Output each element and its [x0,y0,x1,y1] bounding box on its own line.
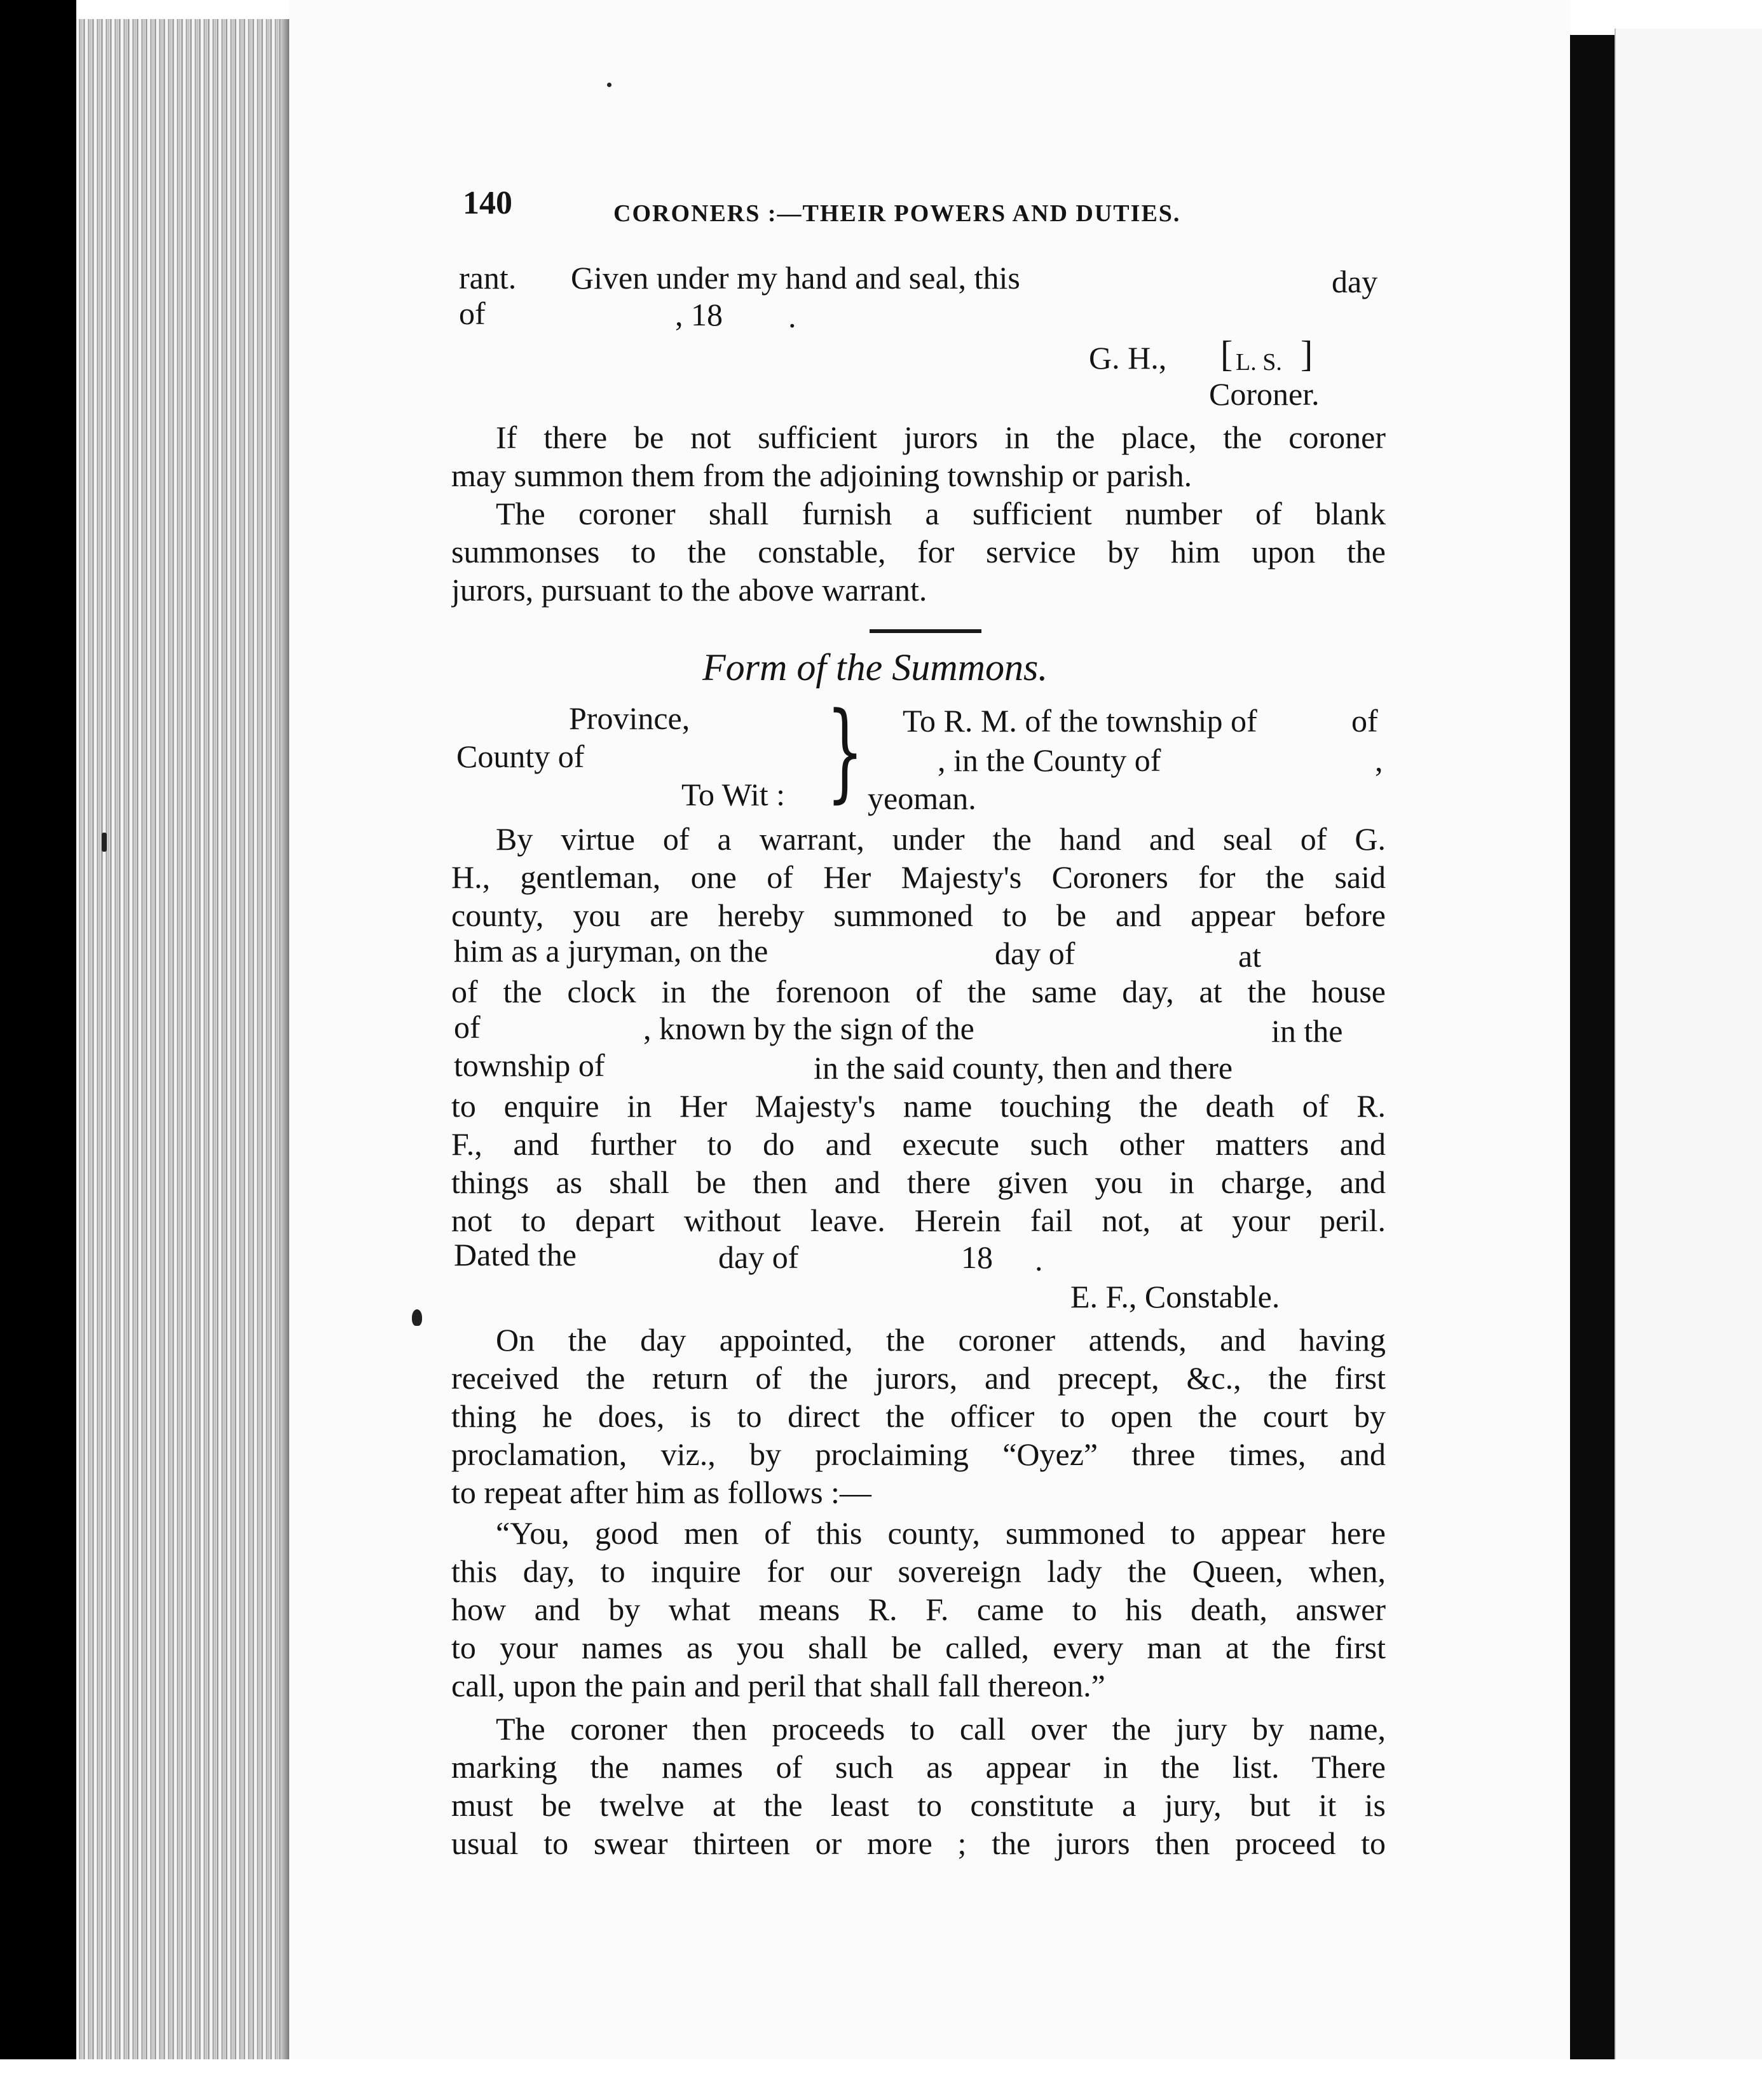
paragraph-line: must be twelve at the least to constitute a jury, but it is [451,1787,1386,1823]
seal-text: L. S. [1236,349,1282,376]
section-rule [870,629,981,633]
summons-line: in the said county, then and there [814,1050,1233,1086]
paragraph-line: to repeat after him as follows :— [451,1475,871,1510]
paragraph-line: The coroner shall furnish a sufficient number of blank [496,496,1386,531]
paragraph-line: usual to swear thirteen or more ; the jurors then proceed to [451,1825,1386,1861]
summons-dated: . [1035,1242,1043,1278]
seal-bracket-open: [ [1220,333,1233,374]
warrant-text: day [1332,264,1378,299]
warrant-text: . [788,299,796,334]
constable-signature: E. F., Constable. [1070,1279,1280,1314]
section-heading: Form of the Summons. [702,646,1048,688]
paragraph-line: proclamation, viz., by proclaiming “Oyez” three times, and [451,1436,1386,1472]
paragraph-line: jurors, pursuant to the above warrant. [451,572,927,608]
edge-mark [102,833,107,852]
ink-blot [412,1309,422,1326]
summons-line: township of [454,1047,605,1083]
summons-line: things as shall be then and there given you in charge, and [451,1164,1386,1200]
summons-line: of [454,1009,481,1045]
paragraph-line: The coroner then proceeds to call over the jury by name, [496,1711,1386,1747]
addressee-line: , in the County of [938,742,1161,778]
paragraph-line: received the return of the jurors, and precept, &c., the first [451,1360,1386,1396]
proclamation-line: to your names as you shall be called, every man at the first [451,1630,1386,1665]
summons-line: By virtue of a warrant, under the hand and seal of G. [496,821,1386,857]
curly-brace: } [826,689,864,814]
paragraph-line: On the day appointed, the coroner attends, and having [496,1322,1386,1358]
warrant-text: Given under my hand and seal, this [571,260,1020,296]
summons-line: of the clock in the forenoon of the same day, at the house [451,974,1386,1009]
book-page-edges [76,19,289,2078]
signature-title: Coroner. [1209,376,1320,412]
paragraph-line: If there be not sufficient jurors in the place, the coroner [496,419,1386,455]
book-gutter [1570,35,1615,2059]
summons-line: in the [1271,1013,1343,1049]
paragraph-line: summonses to the constable, for service by him upon the [451,534,1386,569]
scan-border-left [0,0,76,2100]
summons-line: F., and further to do and execute such other matters and [451,1126,1386,1162]
addressee-line-end: , [1375,742,1383,778]
proclamation-line: this day, to inquire for our sovereign lady the Queen, when, [451,1553,1386,1589]
warrant-text: , 18 [675,297,723,332]
venue-province: Province, [569,700,690,736]
summons-line: to enquire in Her Majesty's name touching the death of R. [451,1088,1386,1124]
facing-page-edge [1615,29,1762,2062]
venue-county: County of [456,739,585,774]
summons-line: not to depart without leave. Herein fail not, at your peril. [451,1203,1386,1238]
warrant-text: of [459,296,486,331]
summons-dated: 18 [961,1239,993,1275]
summons-line: county, you are hereby summoned to be and appear before [451,897,1386,933]
addressee-line-end: of [1351,703,1378,739]
summons-line: at [1238,938,1262,974]
addressee-line: To R. M. of the township of [903,703,1257,739]
venue-to-wit: To Wit : [681,777,786,812]
addressee-line: yeoman. [868,781,976,816]
ink-speck [607,83,611,87]
scan-border-bottom [0,2059,1762,2100]
summons-line: day of [995,936,1076,971]
summons-dated: Dated the [454,1237,577,1272]
summons-line: him as a juryman, on the [454,933,768,969]
summons-line: H., gentleman, one of Her Majesty's Coroners for the said [451,859,1386,895]
proclamation-line: how and by what means R. F. came to his death, answer [451,1592,1386,1627]
proclamation-line: “You, good men of this county, summoned to appear here [496,1515,1386,1551]
seal-bracket-close: ] [1301,333,1313,374]
paragraph-line: thing he does, is to direct the officer to open the court by [451,1398,1386,1434]
summons-dated: day of [718,1239,799,1275]
warrant-text: rant. [459,260,517,296]
page-number: 140 [463,185,512,221]
summons-line: , known by the sign of the [643,1011,974,1046]
signature-initials: G. H., [1089,340,1167,376]
running-head: CORONERS :—THEIR POWERS AND DUTIES. [613,200,1181,227]
proclamation-line: call, upon the pain and peril that shall fall thereon.” [451,1668,1105,1703]
paragraph-line: may summon them from the adjoining township or parish. [451,458,1192,493]
paragraph-line: marking the names of such as appear in the list. There [451,1749,1386,1785]
